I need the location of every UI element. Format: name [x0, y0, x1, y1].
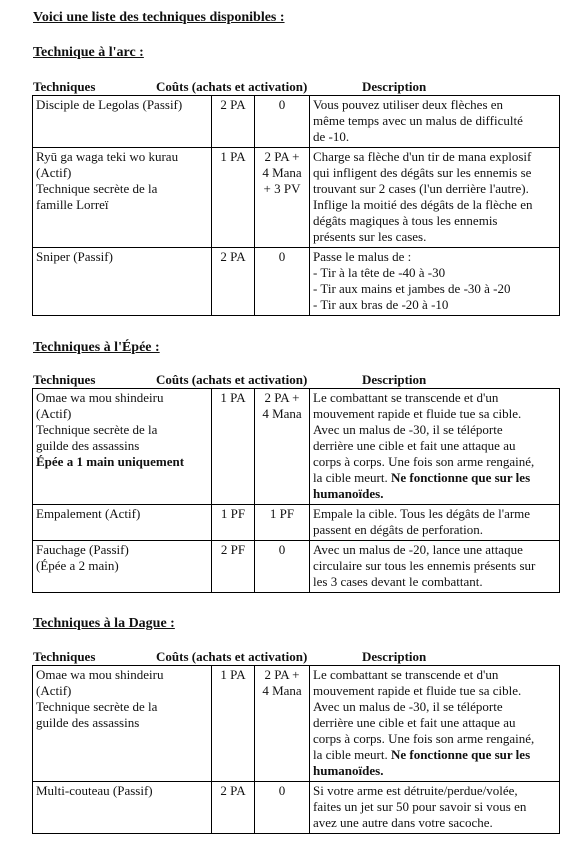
- cost-achat-cell: [212, 96, 255, 148]
- cost-activation: 4 Mana: [262, 165, 302, 180]
- description-cell: [310, 505, 560, 541]
- techniques-table-dague: [32, 665, 560, 834]
- cost-activation: 0: [278, 97, 286, 112]
- cost-achat: 1 PF: [220, 506, 246, 521]
- cost-activation: 0: [278, 542, 286, 557]
- description-line: Empale la cible. Tous les dégâts de l'arme: [313, 506, 531, 521]
- technique-name-cell: [33, 248, 212, 316]
- description-line: Le combattant se transcende et d'un: [313, 390, 499, 405]
- description-line: - Tir aux bras de -20 à -10: [313, 297, 449, 312]
- description-line: les 3 cases devant le combattant.: [313, 574, 483, 589]
- cost-activation: 2 PA +: [264, 149, 300, 164]
- table-row: [33, 148, 560, 248]
- description-line: circulaire sur tous les ennemis présents sur: [313, 558, 536, 573]
- cost-achat: 1 PA: [220, 667, 246, 682]
- cost-activation: 1 PF: [269, 506, 295, 521]
- description-line: [313, 747, 556, 763]
- cost-achat: 2 PA: [220, 249, 246, 264]
- technique-name-line: Omae wa mou shindeiru: [36, 667, 164, 682]
- description-line: derrière une cible et fait une attaque au: [313, 438, 516, 453]
- cost-achat-cell: [212, 248, 255, 316]
- cost-activation: 2 PA +: [264, 390, 300, 405]
- description-line: Le combattant se transcende et d'un: [313, 667, 499, 682]
- table-header-dague: [0, 649, 580, 665]
- technique-name-line: Ryū ga waga teki wo kurau: [36, 149, 179, 164]
- cost-activation: 4 Mana: [262, 406, 302, 421]
- cost-achat: 1 PA: [220, 149, 246, 164]
- technique-name-cell: [33, 505, 212, 541]
- cost-activation: 2 PA +: [264, 667, 300, 682]
- cost-achat-cell: [212, 782, 255, 834]
- table-row: [33, 248, 560, 316]
- technique-name-line: Empalement (Actif): [36, 506, 141, 521]
- cost-activation: 4 Mana: [262, 683, 302, 698]
- technique-name-line: Omae wa mou shindeiru: [36, 390, 164, 405]
- cost-activation-cell: [255, 96, 310, 148]
- description-warning: Ne fonctionne que sur les: [390, 470, 531, 485]
- cost-activation-cell: [255, 666, 310, 782]
- description-text: la cible meurt.: [313, 747, 388, 762]
- cost-achat-cell: [212, 389, 255, 505]
- technique-name-line: Technique secrète de la: [36, 422, 158, 437]
- table-row: [33, 782, 560, 834]
- cost-activation: 0: [278, 249, 286, 264]
- description-line: passent en dégâts de perforation.: [313, 522, 484, 537]
- description-cell: [310, 541, 560, 593]
- cost-achat-cell: [212, 541, 255, 593]
- technique-name-cell: [33, 666, 212, 782]
- description-line: dégâts magiques à tous les ennemis: [313, 213, 498, 228]
- intro-heading: Voici une liste des techniques disponibles :: [33, 10, 285, 25]
- description-line: Passe le malus de :: [313, 249, 412, 264]
- description-cell: [310, 782, 560, 834]
- technique-name-line: (Actif): [36, 165, 72, 180]
- description-warning: Ne fonctionne que sur les: [390, 747, 531, 762]
- technique-name-line: Disciple de Legolas (Passif): [36, 97, 183, 112]
- table-header-epee: [0, 372, 580, 388]
- header-couts: Coûts (achats et activation): [156, 79, 308, 94]
- cost-activation: 0: [278, 783, 286, 798]
- section-title-dague: Techniques à la Dague :: [33, 616, 175, 631]
- section-title-arc: Technique à l'arc :: [33, 45, 144, 60]
- technique-name-line: Multi-couteau (Passif): [36, 783, 153, 798]
- description-line: avez une autre dans votre sacoche.: [313, 815, 493, 830]
- description-line: - Tir à la tête de -40 à -30: [313, 265, 446, 280]
- description-line: mouvement rapide et fluide tue sa cible.: [313, 406, 522, 421]
- description-line: corps à corps. Une fois son arme rengainé,: [313, 454, 535, 469]
- description-line: présents sur les cases.: [313, 229, 427, 244]
- header-techniques: Techniques: [33, 649, 96, 664]
- description-cell: [310, 389, 560, 505]
- description-line: Inflige la moitié des dégâts de la flèche en: [313, 197, 533, 212]
- cost-achat-cell: [212, 505, 255, 541]
- table-row: [33, 541, 560, 593]
- cost-achat-cell: [212, 148, 255, 248]
- description-line: qui infligent des dégâts sur les ennemis se: [313, 165, 532, 180]
- technique-name-line: Fauchage (Passif): [36, 542, 129, 557]
- technique-name-cell: [33, 782, 212, 834]
- description-warning: humanoïdes.: [313, 763, 384, 778]
- technique-name-line: Technique secrète de la: [36, 181, 158, 196]
- cost-activation-cell: [255, 505, 310, 541]
- technique-name-line: guilde des assassins: [36, 438, 140, 453]
- cost-achat: 2 PA: [220, 783, 246, 798]
- header-description: Description: [362, 79, 427, 94]
- table-row: [33, 389, 560, 505]
- description-cell: [310, 96, 560, 148]
- techniques-table-epee: [32, 388, 560, 593]
- description-line: derrière une cible et fait une attaque au: [313, 715, 516, 730]
- description-cell: [310, 148, 560, 248]
- cost-activation-cell: [255, 389, 310, 505]
- description-line: Charge sa flèche d'un tir de mana explosif: [313, 149, 532, 164]
- cost-activation-cell: [255, 248, 310, 316]
- table-header-arc: [0, 79, 580, 95]
- description-text: la cible meurt.: [313, 470, 388, 485]
- cost-activation-cell: [255, 782, 310, 834]
- section-title-epee: Techniques à l'Épée :: [33, 340, 160, 355]
- technique-name-line: (Actif): [36, 683, 72, 698]
- technique-name-line: Technique secrète de la: [36, 699, 158, 714]
- technique-name-cell: [33, 389, 212, 505]
- cost-activation-cell: [255, 541, 310, 593]
- technique-name-cell: [33, 148, 212, 248]
- cost-achat: 1 PA: [220, 390, 246, 405]
- header-techniques: Techniques: [33, 372, 96, 387]
- technique-restriction: Épée a 1 main uniquement: [36, 454, 185, 469]
- description-warning: humanoïdes.: [313, 486, 384, 501]
- description-line: trouvant sur 2 cases (l'un derrière l'autre).: [313, 181, 529, 196]
- table-row: [33, 96, 560, 148]
- table-row: [33, 666, 560, 782]
- description-line: faites un jet sur 50 pour savoir si vous en: [313, 799, 527, 814]
- technique-name-line: (Actif): [36, 406, 72, 421]
- header-description: Description: [362, 372, 427, 387]
- description-line: Avec un malus de -30, il se téléporte: [313, 699, 503, 714]
- description-line: même temps avec un malus de difficulté: [313, 113, 523, 128]
- description-line: - Tir aux mains et jambes de -30 à -20: [313, 281, 511, 296]
- cost-activation-cell: [255, 148, 310, 248]
- header-couts: Coûts (achats et activation): [156, 649, 308, 664]
- description-line: de -10.: [313, 129, 350, 144]
- technique-name-cell: [33, 96, 212, 148]
- description-line: Vous pouvez utiliser deux flèches en: [313, 97, 504, 112]
- description-line: Avec un malus de -30, il se téléporte: [313, 422, 503, 437]
- description-line: Si votre arme est détruite/perdue/volée,: [313, 783, 518, 798]
- description-cell: [310, 666, 560, 782]
- description-line: Avec un malus de -20, lance une attaque: [313, 542, 523, 557]
- header-techniques: Techniques: [33, 79, 96, 94]
- table-row: [33, 505, 560, 541]
- cost-achat-cell: [212, 666, 255, 782]
- description-line: mouvement rapide et fluide tue sa cible.: [313, 683, 522, 698]
- technique-name-line: famille Lorreï: [36, 197, 109, 212]
- description-cell: [310, 248, 560, 316]
- technique-name-line: (Épée a 2 main): [36, 558, 119, 573]
- cost-achat: 2 PF: [220, 542, 246, 557]
- description-line: [313, 470, 556, 486]
- header-description: Description: [362, 649, 427, 664]
- technique-name-cell: [33, 541, 212, 593]
- cost-achat: 2 PA: [220, 97, 246, 112]
- header-couts: Coûts (achats et activation): [156, 372, 308, 387]
- description-line: corps à corps. Une fois son arme rengainé,: [313, 731, 535, 746]
- cost-activation: + 3 PV: [263, 181, 301, 196]
- technique-name-line: guilde des assassins: [36, 715, 140, 730]
- techniques-table-arc: [32, 95, 560, 316]
- technique-name-line: Sniper (Passif): [36, 249, 113, 264]
